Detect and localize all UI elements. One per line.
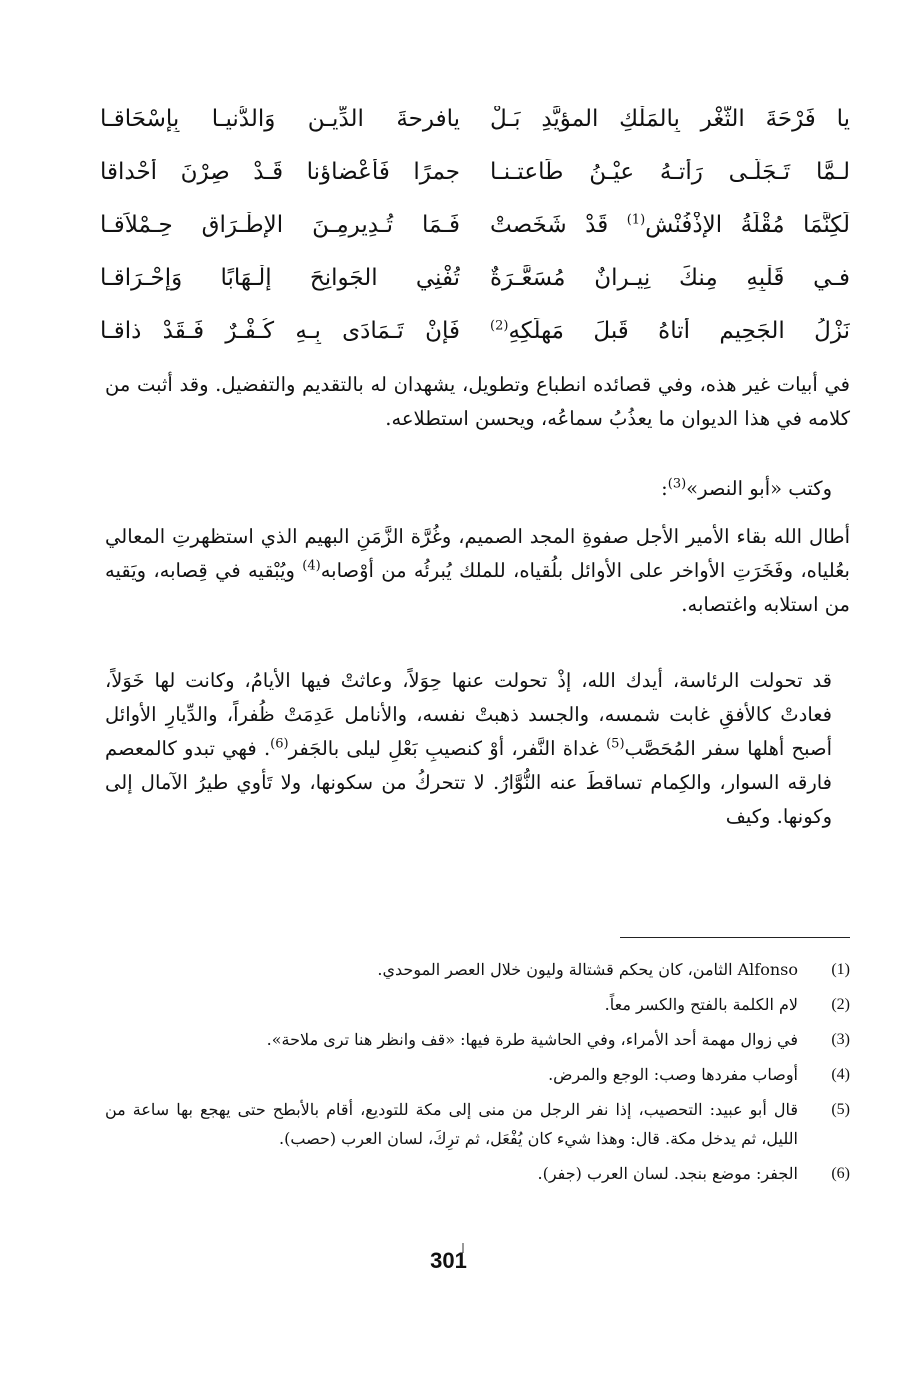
- poem-verse: [100, 251, 850, 304]
- paragraph-text: [105, 664, 850, 834]
- footnote-number: (2): [831, 996, 850, 1013]
- poem-verse: [100, 198, 850, 251]
- letter-text: أطال الله بقاء الأمير الأجل صفوةِ المجد الصميم، وغُرَّة الزَّمَنِ البهيم الذي استظهرتِ المعالي بعُلياه، وفَخَرَتِ الأواخر على الأوائل بلُقياه، للملك يُبرئُه من أوْصابه: [105, 525, 850, 582]
- paragraph-text: في أبيات غير هذه، وفي قصائده انطباع وتطويل، يشهدان له بالتقديم والتفضيل. وقد أثبت من كلامه في هذا الديوان ما يعذُبُ سماعُه، ويحسن استطلاعه.: [105, 373, 850, 430]
- hemistich-first: لـمَّا تَـجَلَّـى رَأتـهُ عيْـنُ طَاعتـنـا: [490, 158, 850, 185]
- hemistich-first: [490, 318, 850, 344]
- footnote-item: [105, 955, 850, 984]
- hemistich-second: جمرًا فَأعْضاؤنا قَـدْ صِرْنَ أَحْداقا: [100, 158, 460, 185]
- footnote-item: [105, 1025, 850, 1054]
- footnotes: [105, 955, 850, 1194]
- paragraph-text: [105, 472, 850, 506]
- footnote-number: (1): [831, 961, 850, 978]
- hemistich-text-after: قَدْ شَخَصتْ: [490, 211, 627, 238]
- footnote-number: (6): [831, 1165, 850, 1182]
- paragraph-author-line: [105, 472, 850, 506]
- poem-verse: [100, 145, 850, 198]
- footnote-divider: [620, 937, 850, 938]
- hemistich-first: [490, 212, 850, 238]
- footnote-text: لام الكلمة بالفتح والكسر معاً.: [604, 995, 798, 1014]
- footnote-ref[interactable]: (3): [667, 476, 687, 492]
- letter-body-text: . فهي تبدو كالمعصم فارقه السوار، والكِمام تساقطَ عنه النُّوَّارُ. لا تتحركُ من سكونها، ولا تَأوي طيرُ الآمال إلى وكونها. وكيف: [105, 737, 832, 828]
- hemistich-second: يافرحةَ الدِّيـنِ وَالدُّنيـا بِإسْحَاقـا: [100, 105, 460, 132]
- hemistich-first: فـي قَلْبِهِ مِنكَ نِيـرانٌ مُسَعَّـرَةٌ: [490, 264, 850, 291]
- hemistich-second: فَـمَا تُـدِيرمِـنَ الإطْـرَاقِ حِـمْلاَقـا: [100, 211, 460, 238]
- paragraph-letter-opening: [105, 520, 850, 622]
- footnote-item: [105, 990, 850, 1019]
- footnote-ref[interactable]: (6): [270, 736, 289, 752]
- author-line-colon: :: [661, 477, 668, 500]
- footnote-number: (4): [831, 1066, 850, 1083]
- footnote-ref[interactable]: (4): [302, 558, 321, 574]
- hemistich-text: نَزْلُ الجَحِيمِ أَتاهُ قَبلَ مَهلَكِهِ: [508, 317, 850, 344]
- author-line-text: وكتب «أبو النصر»: [686, 477, 832, 500]
- letter-text-after: ويُبْقيه في قِصابه، ويَقيه من استلابه واغتصابه.: [105, 559, 850, 616]
- hemistich-second: تُفْنِي الجَوانِحَ إلْـهَابًا وَإحْـرَاقـا: [100, 264, 460, 291]
- paragraph-intro: [105, 368, 850, 436]
- footnote-item: [105, 1159, 850, 1188]
- footnote-item: [105, 1095, 850, 1153]
- footnote-text: أوصاب مفردها وصب: الوجع والمرض.: [548, 1065, 798, 1084]
- footnote-number: (3): [831, 1031, 850, 1048]
- poem-verse: [100, 92, 850, 145]
- footnote-ref[interactable]: (2): [490, 317, 509, 333]
- hemistich-second: فَإنْ تَـمَادَى بِـهِ كُـفْـرٌ فَـقَدْ ذاقـا: [100, 317, 460, 344]
- page-number: 301: [430, 1248, 467, 1273]
- footnote-number: (5): [831, 1101, 850, 1118]
- footnote-item: [105, 1060, 850, 1089]
- poem-verse: [100, 304, 850, 357]
- hemistich-text: لَكِنَّمَا مُقْلَةُ الإذْفُنْش: [645, 211, 850, 238]
- poem: [100, 92, 850, 357]
- paragraph-text: [105, 520, 850, 622]
- footnote-text: قال أبو عبيد: التحصيب، إذا نفر الرجل من منى إلى مكة للتوديع، أقام بالأبطح حتى يهجع بها ساعة من الليل، ثم يدخل مكة. قال: وهذا شيء كان يُفْعَل، ثم ترِكَ، لسان العرب (حصب).: [105, 1100, 799, 1148]
- footnote-text: Alfonso الثامن، كان يحكم قشتالة وليون خلال العصر الموحدي.: [377, 960, 798, 979]
- letter-body-text: قد تحولت الرئاسة، أيدك الله، إذْ تحولت عنها حِوَلاً، وعاثتْ فيها الأيامُ، وكانت لها خَوَلاً، فعادتْ كالأفقِ غابت شمسه، والجسد ذهبتْ نفسه، والأنامل عَدِمَتْ ظُفراً، والدِّيارِ الأوائل أصبح أهلها سفر المُحَصَّب: [105, 669, 832, 760]
- footnote-ref[interactable]: (5): [606, 736, 625, 752]
- letter-body-text: غداة النَّفر، أوْ كنصيبِ بَعْلِ ليلى بالجَفر: [288, 737, 607, 760]
- footnote-text: الجفر: موضع بنجد. لسان العرب (جفر).: [537, 1164, 798, 1183]
- footnote-text: في زوال مهمة أحد الأمراء، وفي الحاشية طرة فيها: «قف وانظر هنا ترى ملاحة».: [266, 1030, 798, 1049]
- paragraph-letter-body: [105, 664, 850, 834]
- hemistich-first: يا فَرْحَةَ الثَّغْرِ بِالمَلْكِ المؤيَّدِ بَـلْ: [490, 105, 850, 132]
- footnote-ref[interactable]: (1): [626, 211, 646, 227]
